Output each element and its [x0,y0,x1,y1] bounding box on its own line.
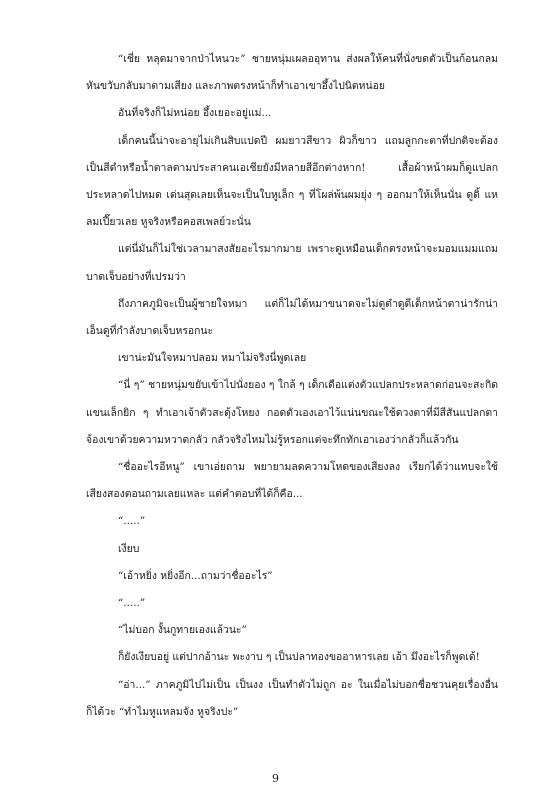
paragraph-2: อันที่จริงก็ไม่หน่อย อึ้งเยอะอยู่แม่... [118,107,272,120]
paragraph-5: ถึงภาคภูมิจะเป็นผู้ชายใจหมา แต่ก็ไม่ได้หมาขนาดจะไม่ดูดำดูดีเด็กหน้าตาน่ารักน่าเอ็นดูที่กำลังบาดเจ็บหรอกนะ [86,297,498,338]
paragraph-6: เขาน่ะมันใจหมาปลอม หมาไม่จริงนี่พูดเลย [118,352,307,365]
paragraph-10: เงียบ [118,542,140,555]
paragraph-9: “.....” [118,515,146,528]
paragraph-4: แต่นี่มันก็ไม่ใช่เวลามาสงสัยอะไรมากมาย เพราะดูเหมือนเด็กตรงหน้าจะมอมแมมแถมบาดเจ็บอย่างที่เปรมว่า [86,243,498,283]
paragraph-8: “ชื่ออะไรอีหนู” เขาเอ่ยถาม พยายามลดความโหดของเสียงลง เรียกได้ว่าแทบจะใช้เสียงสองตอนถามเลยแหละ แต่คำตอบที่ได้ก็คือ... [86,461,498,501]
paragraph-12: “.....” [118,597,146,610]
page-number: 9 [272,772,279,785]
paragraph-7: “นี่ ๆ” ชายหนุ่มขยับเข้าไปนั่งยอง ๆ ใกล้ ๆ เด็กเดือแต่งตัวแปลกประหลาดก่อนจะสะกิดแขนเล็กยิก ๆ ทำเอาเจ้าตัวสะดุ้งโหยง กอดตัวเองเอาไว้แน่นขณะใช้ดวงตาที่มีสีสันแปลกตาจ้องเขาด้วยความหวาดกลัว กลัวจริงไหมไม่รู้หรอกแต่จะทึกทักเอาเองว่ากลัวก็แล้วกัน [86,379,498,446]
paragraph-11: “เอ้าหยิ่ง หยิ่งอีก...ถามว่าชื่ออะไร” [118,569,273,582]
paragraph-3: เด็กคนนี้น่าจะอายุไม่เกินสิบแปดปี ผมยาวสีขาว ผิวก็ขาว แถมลูกกะตาที่ปกติจะต้องเป็นสีดำหรือน้ำตาลตามประสาคนเอเชียยังมีหลายสีอีกต่างหาก! เสื้อผ้าหน้าผมก็ดูแปลกประหลาดไปหมด เด่นสุดเลยเห็นจะเป็นใบหูเล็ก ๆ ที่โผล่พ้นผมยุ่ง ๆ ออกมาให้เห็นนั่น ดูดิ้ แหลมเปี๊ยวเลย หูจริงหรือคอสเพลย์วะนั่น [86,134,498,229]
paragraph-14: ก็ยังเงียบอยู่ แต่ปากอ้านะ พะงาบ ๆ เป็นปลาทองขออาหารเลย เอ้า มึงอะไรก็พูดเด้! [118,651,480,664]
paragraph-1: “เชี่ย หลุดมาจากป่าไหนวะ” ชายหนุ่มเผลออุทาน ส่งผลให้คนที่นั่งขดตัวเป็นก้อนกลมหันขวับกลับมาตามเสียง และภาพตรงหน้าก็ทำเอาเขาอึ้งไปนิดหน่อย [86,53,498,93]
body-text [86,46,498,726]
paragraph-13: “ไม่บอก งั้นกูทายเองแล้วนะ” [118,624,247,637]
paragraph-15: “อ่า...” ภาคภูมิไปไม่เป็น เป็นงง เป็นทำตัวไม่ถูก อะ ในเมื่อไม่บอกชื่อชวนคุยเรื่องอื่นก็ได้วะ “ทำไมหูแหลมจัง หูจริงปะ” [86,678,498,718]
